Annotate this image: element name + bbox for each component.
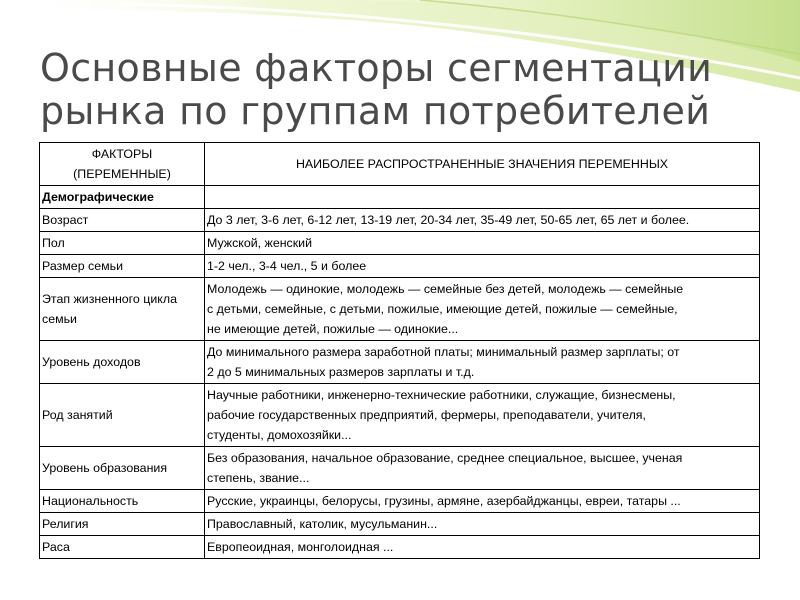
table-row bbox=[40, 341, 760, 384]
factor-cell bbox=[40, 384, 205, 447]
value-cell bbox=[205, 447, 760, 490]
segmentation-factors-table bbox=[39, 142, 760, 559]
factor-text: Национальность bbox=[42, 494, 139, 508]
table-header-row bbox=[40, 143, 760, 186]
value-cell bbox=[205, 490, 760, 513]
table-row bbox=[40, 209, 760, 232]
value-text: с детьми, семейные, с детьми, пожилые, имеющие детей, пожилые — семейные, bbox=[207, 302, 678, 316]
table-row bbox=[40, 278, 760, 341]
value-cell bbox=[205, 536, 760, 559]
factor-text: семьи bbox=[42, 312, 77, 326]
factor-cell bbox=[40, 490, 205, 513]
value-text: студенты, домохозяйки... bbox=[207, 428, 352, 442]
factor-cell bbox=[40, 536, 205, 559]
value-text: не имеющие детей, пожилые — одинокие... bbox=[207, 322, 459, 336]
header-factors bbox=[40, 143, 205, 186]
slide-title-line-2: рынка по группам потребителей bbox=[40, 89, 711, 133]
table-row bbox=[40, 384, 760, 447]
value-text: Мужской, женский bbox=[207, 236, 313, 250]
factor-cell bbox=[40, 447, 205, 490]
value-text: До 3 лет, 3-6 лет, 6-12 лет, 13-19 лет, 20-34 лет, 35-49 лет, 50-65 лет, 65 лет и более. bbox=[207, 213, 690, 227]
factor-text: Возраст bbox=[42, 213, 89, 227]
group-empty-cell bbox=[205, 186, 760, 209]
factor-text: Уровень образования bbox=[42, 461, 168, 475]
header-values: НАИБОЛЕЕ РАСПРОСТРАНЕННЫЕ ЗНАЧЕНИЯ ПЕРЕМЕННЫХ bbox=[205, 143, 760, 186]
table-row bbox=[40, 490, 760, 513]
slide-title-line-1: Основные факторы сегментации bbox=[40, 46, 713, 90]
factor-text: Размер семьи bbox=[42, 259, 124, 273]
value-cell bbox=[205, 341, 760, 384]
factor-cell bbox=[40, 232, 205, 255]
value-cell bbox=[205, 255, 760, 278]
table-row bbox=[40, 536, 760, 559]
factor-text: Род занятий bbox=[42, 408, 113, 422]
value-text: Молодежь — одинокие, молодежь — семейные без детей, молодежь — семейные bbox=[207, 282, 684, 296]
value-text: До минимального размера заработной платы; минимальный размер зарплаты; от bbox=[207, 345, 680, 359]
factor-cell bbox=[40, 341, 205, 384]
value-cell bbox=[205, 209, 760, 232]
value-text: рабочие государственных предприятий, фермеры, преподаватели, учителя, bbox=[207, 408, 646, 422]
factor-cell bbox=[40, 278, 205, 341]
value-text: степень, звание... bbox=[207, 471, 310, 485]
value-cell bbox=[205, 513, 760, 536]
value-text: Русские, украинцы, белорусы, грузины, армяне, азербайджанцы, евреи, татары ... bbox=[207, 494, 681, 508]
group-row bbox=[40, 186, 760, 209]
factor-cell bbox=[40, 209, 205, 232]
value-cell bbox=[205, 232, 760, 255]
slide-title bbox=[40, 47, 712, 133]
value-text: Научные работники, инженерно-технические работники, служащие, бизнесмены, bbox=[207, 388, 676, 402]
value-text: Без образования, начальное образование, среднее специальное, высшее, ученая bbox=[207, 451, 683, 465]
group-label: Демографические bbox=[40, 186, 205, 209]
value-text: 1-2 чел., 3-4 чел., 5 и более bbox=[207, 259, 367, 273]
factor-text: Раса bbox=[42, 540, 70, 554]
value-text: Православный, католик, мусульманин... bbox=[207, 517, 438, 531]
value-cell bbox=[205, 384, 760, 447]
table-row bbox=[40, 255, 760, 278]
factor-text: Религия bbox=[42, 517, 89, 531]
factor-text: Уровень доходов bbox=[42, 355, 141, 369]
table-row bbox=[40, 513, 760, 536]
factor-text: Этап жизненного цикла bbox=[42, 292, 177, 306]
factor-text: Пол bbox=[42, 236, 65, 250]
value-text: Европеоидная, монголоидная ... bbox=[207, 540, 394, 554]
header-factors-line-2: (ПЕРЕМЕННЫЕ) bbox=[73, 167, 171, 181]
value-cell bbox=[205, 278, 760, 341]
table-row bbox=[40, 232, 760, 255]
header-factors-line-1: ФАКТОРЫ bbox=[91, 147, 153, 161]
factor-cell bbox=[40, 255, 205, 278]
value-text: 2 до 5 минимальных размеров зарплаты и т.д. bbox=[207, 365, 475, 379]
factor-cell bbox=[40, 513, 205, 536]
table-row bbox=[40, 447, 760, 490]
